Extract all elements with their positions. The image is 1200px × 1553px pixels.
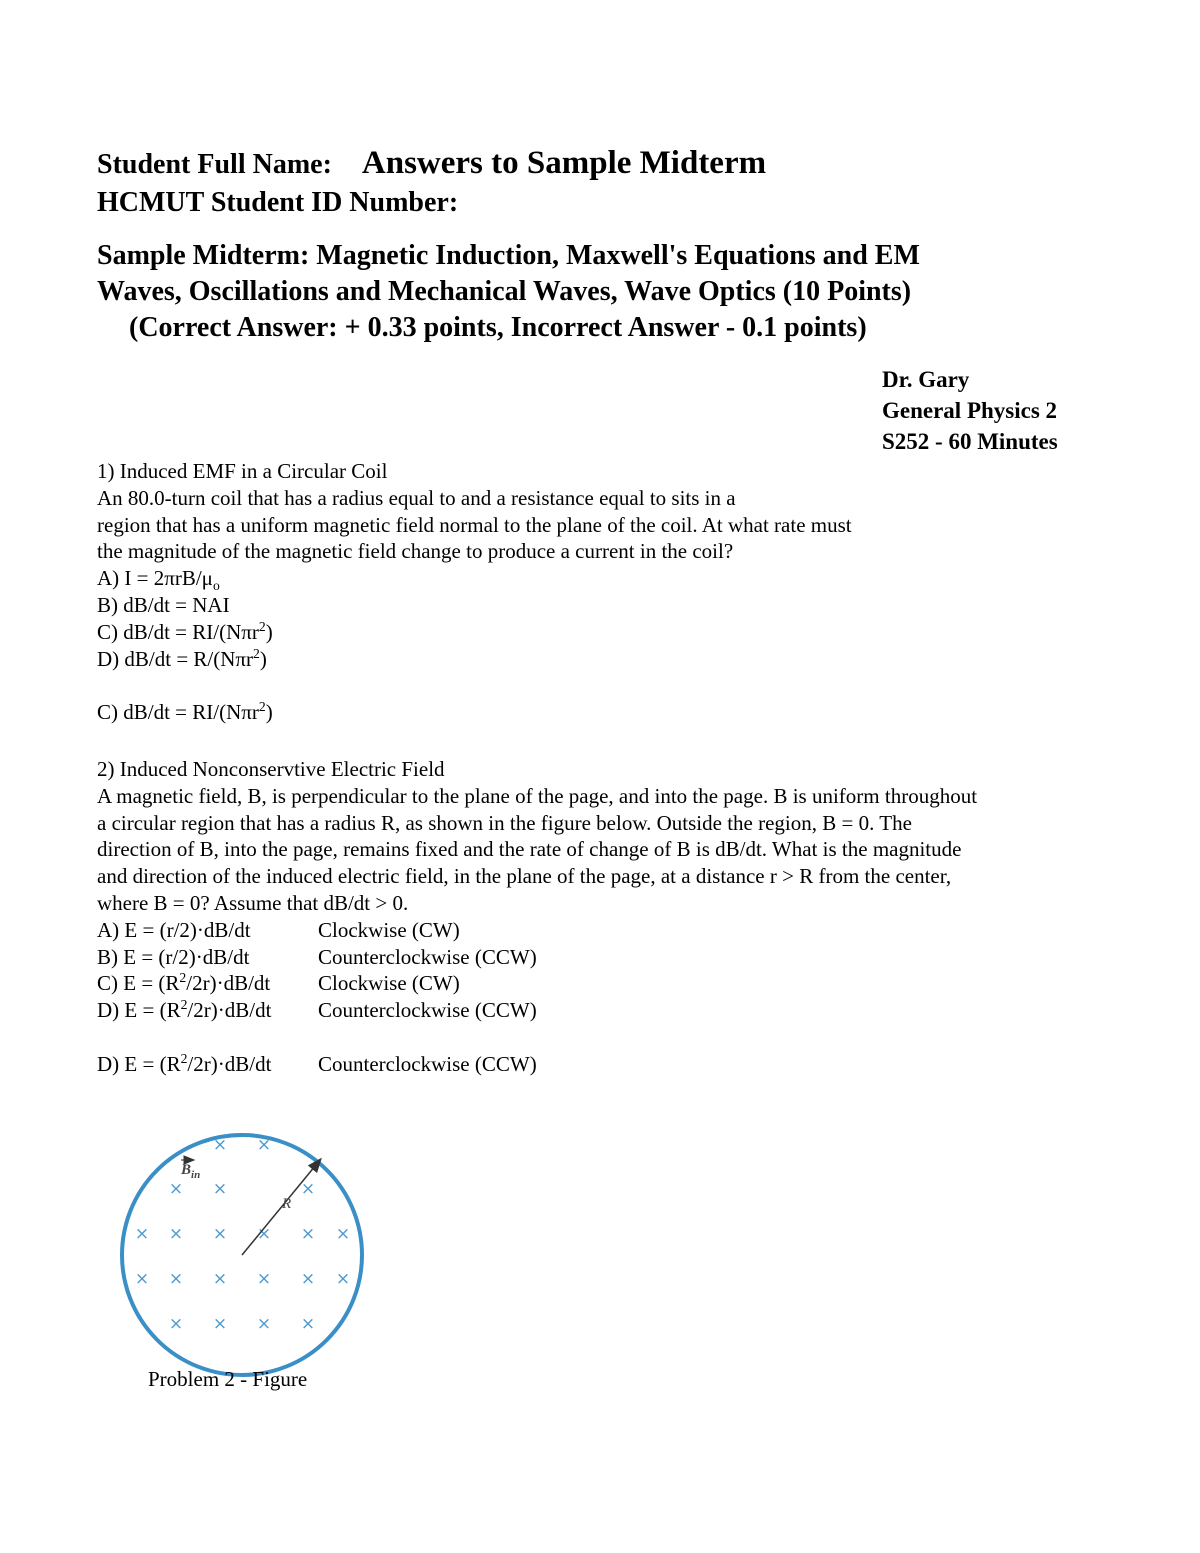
field-cross-marker: × <box>212 1135 228 1155</box>
figure-caption: Problem 2 - Figure <box>148 1367 308 1391</box>
instructor-block <box>882 364 1058 457</box>
question-2 <box>97 756 977 1078</box>
instructor-name: Dr. Gary <box>882 367 970 392</box>
field-cross-marker: × <box>168 1224 184 1244</box>
question-1-option-a: A) $I = 2\pi rB/\mu_o$ <box>97 566 220 594</box>
field-cross-marker: × <box>335 1269 351 1289</box>
question-2-text: and direction of the induced electric field, in the plane of the page, at a distance r > R from the center, <box>97 864 952 889</box>
field-cross-marker: × <box>212 1179 228 1199</box>
student-id-label: HCMUT Student ID Number: <box>97 187 459 218</box>
question-1-option-d: D) dB/dt = R/(Nπr$^2$) <box>97 645 267 671</box>
student-name-line <box>97 146 766 182</box>
question-2-option-d: D) $E = (R^2/2r)\cdot dB/dt$ Counterclockwise (CCW) <box>97 997 537 1023</box>
radius-label: R <box>282 1196 292 1212</box>
field-cross-marker: × <box>300 1179 316 1199</box>
field-cross-marker: × <box>168 1269 184 1289</box>
question-2-text: direction of B, into the page, remains fixed and the rate of change of B is dB/dt. What is the magnitude <box>97 837 962 862</box>
field-cross-marker: × <box>212 1269 228 1289</box>
question-2-text: a circular region that has a radius R, as shown in the figure below. Outside the region, B = 0. The <box>97 810 912 835</box>
title-line-2: Waves, Oscillations and Mechanical Waves, Wave Optics (10 Points) <box>97 276 912 307</box>
field-cross-marker: × <box>300 1314 316 1334</box>
title-line-1: Sample Midterm: Magnetic Induction, Maxwell's Equations and EM <box>97 240 920 271</box>
course-name: General Physics 2 <box>882 398 1058 423</box>
field-cross-marker: × <box>256 1224 272 1244</box>
field-cross-marker: × <box>256 1269 272 1289</box>
question-2-text: where B = 0? Assume that dB/dt > 0. <box>97 890 409 915</box>
question-1-text: An 80.0-turn coil that has a radius equal to and a resistance equal to sits in a <box>97 485 736 510</box>
question-1-text: the magnitude of the magnetic field change to produce a current in the coil? <box>97 539 734 564</box>
question-2-answer: D) $E = (R^2/2r)\cdot dB/dt$ Counterclockwise (CCW) <box>97 1050 537 1076</box>
title-scoring: (Correct Answer: + 0.33 points, Incorrect Answer - 0.1 points) <box>129 312 867 343</box>
question-2-heading: 2) Induced Nonconservtive Electric Field <box>97 757 445 781</box>
student-name-label: Student Full Name: <box>97 149 332 180</box>
field-cross-marker: × <box>256 1135 272 1155</box>
session-info: S252 - 60 Minutes <box>882 429 1058 454</box>
question-2-option-c: C) $E = (R^2/2r)\cdot dB/dt$ Clockwise (CW) <box>97 970 460 996</box>
field-cross-marker: × <box>134 1224 150 1244</box>
field-cross-marker: × <box>212 1224 228 1244</box>
field-cross-marker: × <box>256 1314 272 1334</box>
question-2-option-b: B) E = (r/2)·dB/dt Counterclockwise (CCW) <box>97 944 537 969</box>
exam-title <box>97 238 920 346</box>
question-1-heading: 1) Induced EMF in a Circular Coil <box>97 459 388 483</box>
field-cross-marker: × <box>300 1224 316 1244</box>
field-cross-marker: × <box>300 1269 316 1289</box>
question-1-option-c: C) dB/dt = RI/(Nπr$^2$) <box>97 618 273 644</box>
question-1-answer: C) dB/dt = RI/(Nπr$^2$) <box>97 699 273 725</box>
question-2-option-a: A) E = (r/2)·dB/dt Clockwise (CW) <box>97 917 460 942</box>
field-markers <box>135 1135 350 1334</box>
magnetic-field-figure <box>115 1130 370 1385</box>
field-cross-marker: × <box>168 1314 184 1334</box>
student-name-value: Answers to Sample Midterm <box>361 145 767 181</box>
question-1 <box>97 458 852 726</box>
b-field-label: $B_{in}$ <box>181 1162 201 1181</box>
field-cross-marker: × <box>134 1269 150 1289</box>
question-1-text: region that has a uniform magnetic field normal to the plane of the coil. At what rate must <box>97 512 852 537</box>
field-cross-marker: × <box>168 1179 184 1199</box>
question-2-text: A magnetic field, B, is perpendicular to the plane of the page, and into the page. B is uniform throughout <box>97 783 978 808</box>
question-1-option-b: B) dB/dt = NAI <box>97 592 230 617</box>
field-cross-marker: × <box>335 1224 351 1244</box>
field-cross-marker: × <box>212 1314 228 1334</box>
